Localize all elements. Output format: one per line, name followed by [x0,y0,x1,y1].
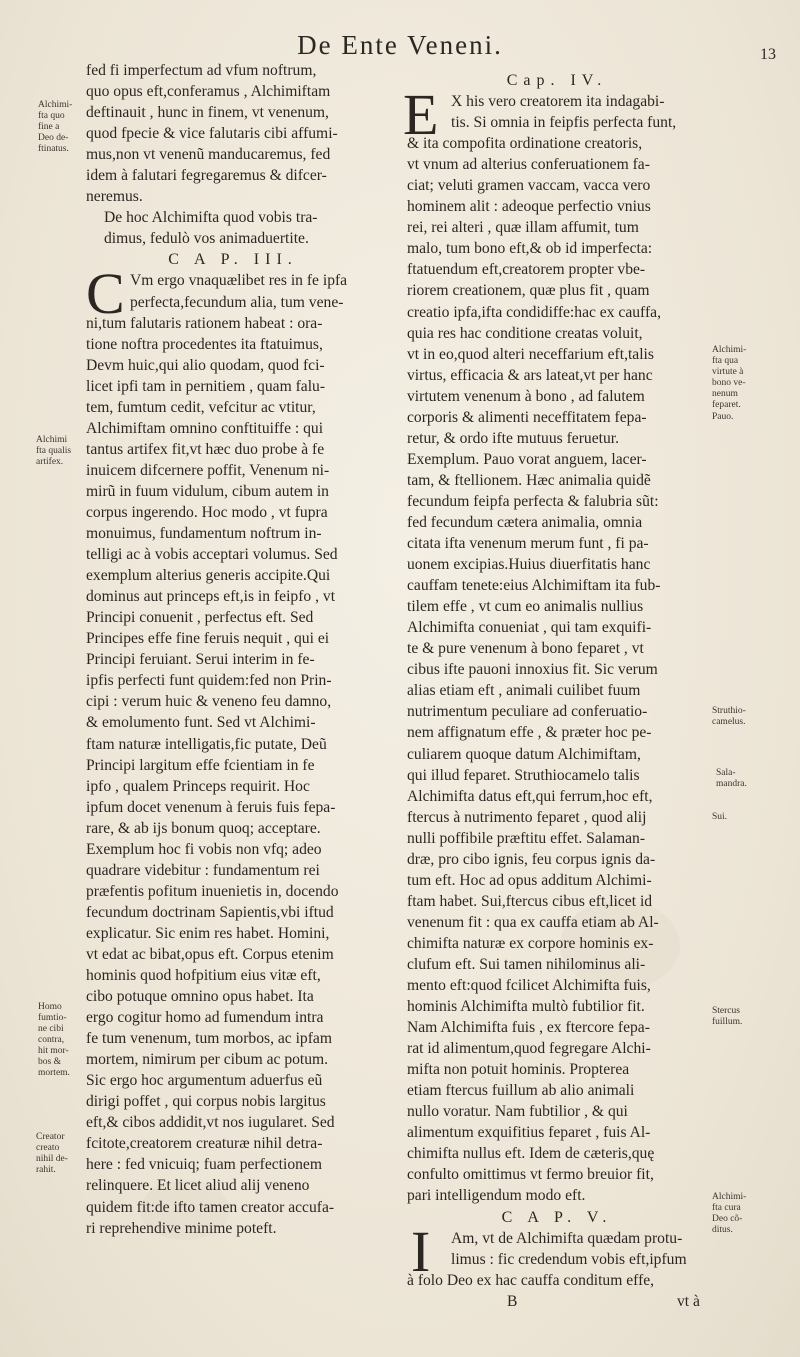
drop-cap: I [411,1218,431,1284]
text-line: corporis & alimenti neceffitatem fepa- [407,408,647,426]
text-line: clufum eft. Sui tamen nihilominus ali- [407,955,646,973]
text-line: tam, & ftellionem. Hæc animalia quidẽ [407,471,651,489]
margin-note [36,1132,68,1176]
margin-note-line: fta quo [38,111,65,121]
margin-note [712,812,727,823]
text-line: telligi ac à vobis acceptari volumus. Sed [86,546,338,564]
text-line: chimifta nullus eft. Idem de cæteris,quę [407,1145,655,1163]
margin-note-line: Struthio- [712,706,746,716]
chapter-heading-5: C A P. V. [501,1208,613,1226]
left-column [86,60,380,1239]
text-line: dirigi poffet , qui corpus nobis largitus [86,1093,326,1111]
margin-note [712,412,733,423]
text-line: mento eft:quod fcilicet Alchimifta fuis, [407,977,651,995]
text-line: quidem fit:de ifto tamen creator accufa- [86,1198,335,1216]
text-line: Devm huic,qui alio quodam, quod fci- [86,356,325,374]
right-column [403,70,707,1312]
text-line: chimifta naturæ ex corpore hominis ex- [407,934,654,952]
text-line: fecundum doctrinam Sapientis,vbi iftud [86,903,334,921]
margin-note-line: Deo de- [38,133,69,143]
text-line: ftam naturæ intelligatis,fic putate, Deũ [86,735,327,753]
text-line: nem affignatum effe , & præter hoc pe- [407,724,652,742]
signature-mark: B [507,1292,518,1310]
text-line: fed fecundum cætera animalia, omnia [407,513,643,531]
text-line: fcitote,creatorem creaturæ nihil detra- [86,1135,323,1153]
text-line: perfecta,fecundum alia, tum vene- [130,293,344,311]
text-line: Principi largitum effe fcientiam in fe [86,756,315,774]
text-line: ni,tum falutaris rationem habeat : ora- [86,314,323,332]
text-line: virtutem venenum à bono , ad falutem [407,387,645,405]
text-line: creatio ipfa,ifta condidiffe:hac ex cauffa, [407,303,661,321]
chapter-heading-4: Cap. IV. [506,72,608,89]
text-line: mortem, nimirum per cibum ac potum. [86,1051,329,1069]
text-line: cipi : verum huic & veneno feu damno, [86,693,332,711]
margin-note-line: Creator [36,1132,65,1142]
margin-note-line: artifex. [36,457,64,467]
text-line: exemplum alterius generis accipite.Qui [86,567,331,585]
margin-note-line: fuillum. [712,1017,743,1027]
margin-note-line: fta qua [712,356,739,366]
chapter-heading-3: C A P. III. [168,251,298,269]
text-line: dominus aut princeps eft,is in feipfo , vt [86,588,336,606]
margin-note-line: fta qualis [36,446,72,456]
footer-line [407,1291,707,1312]
text-line: fecundum feipfa perfecta & falubria sũt: [407,492,659,510]
text-line: Am, vt de Alchimifta quædam protu- [451,1229,683,1247]
margin-note-line: Alchimi- [38,100,73,110]
margin-note [36,435,71,468]
text-line: dræ, pro cibo ignis, feu corpus ignis da- [407,850,656,868]
text-line: Principi conuenit , perfectus eft. Sed [86,609,314,627]
margin-note-line: rahit. [36,1165,56,1175]
margin-note-line: ditus. [712,1225,733,1235]
margin-note-line: Sui. [712,812,728,822]
drop-cap: C [86,261,125,327]
margin-note-line: Sala- [716,768,736,778]
text-line: deftinauit , hunc in finem, vt venenum, [86,104,329,122]
page-number: 13 [760,46,776,63]
margin-note-line: nihil de- [36,1154,68,1164]
text-line: cauffam tenete:eius Alchimiftam ita fub- [407,577,661,595]
text-line: corpus ingerendo. Hoc modo , vt fupra [86,503,328,521]
text-line: fed fi imperfectum ad vfum noftrum, [86,62,317,79]
text-line: Principes effe fine feruis nequit , qui ei [86,630,330,648]
margin-note-line: ftinatus. [38,144,69,154]
text-line: vt vnum ad alterius conferuationem fa- [407,156,650,174]
text-line: ciat; veluti gramen vaccam, vacca vero [407,177,651,195]
text-line: neremus. [86,188,143,206]
text-line: Alchimifta conueniat , qui tam exquifi- [407,619,652,637]
text-line: rare, & ab ijs bonum quoq; acceptare. [86,819,321,837]
margin-note-line: nenum [712,389,738,399]
margin-note-line: Pauo. [712,412,734,422]
text-line: tem, fumtum cedit, vefcitur ac vtitur, [86,398,316,416]
text-line: venenum fit : qua ex cauffa etiam ab Al- [407,913,659,931]
text-line: nutrimentum peculiare ad conferuatio- [407,703,648,721]
running-head: De Ente Veneni. [297,30,503,60]
margin-note [712,706,746,728]
margin-note-line: hit mor- [38,1046,69,1056]
margin-note [712,1192,746,1236]
text-line: Exemplum hoc fi vobis non vfq; adeo [86,840,322,858]
margin-note-line: ne cibi [38,1024,64,1034]
text-line: ipfis perfecti funt quidem:fed non Prin- [86,672,332,690]
text-line: Principi feruiant. Serui interim in fe- [86,651,315,669]
text-line: etiam ftercus fuillum ab alio animali [407,1082,635,1100]
text-line: Sic ergo hoc argumentum aduerfus eũ [86,1072,323,1090]
text-line: ergo cogitur homo ad fumendum intra [86,1009,324,1027]
text-line: vt edat ac bibat,opus eft. Corpus etenim [86,945,334,963]
margin-note [712,345,746,411]
text-line: ipfo , qualem Princeps requirit. Hoc [86,777,310,795]
margin-note-line: contra, [38,1035,65,1045]
text-line: inuicem difcernere poffit, Venenum ni- [86,461,330,479]
text-line: alimentum exquifitius feparet , fuis Al- [407,1124,651,1142]
text-line: rei, rei alteri , quæ illam affumit, tum [407,219,639,237]
text-line: culiarem quoque datum Alchimiftam, [407,745,641,763]
margin-note-line: feparet. [712,400,741,410]
text-line: quadrare videbitur : fundamentum rei [86,861,320,879]
drop-cap: E [403,82,439,148]
margin-note-line: bono ve- [712,378,746,388]
text-line: fe tum venenum, tum morbos, ac ipfam [86,1030,332,1048]
margin-note-line: camelus. [712,717,746,727]
text-line: præfentis pofitum inuenietis in, docendo [86,882,339,900]
text-line: riorem creationem, quæ plus fit , quam [407,282,650,300]
margin-note-line: fta cura [712,1203,741,1213]
text-line: mifta non potuit hominis. Propterea [407,1061,630,1079]
text-line: tis. Si omnia in feipfis perfecta funt, [451,114,677,132]
margin-note [38,100,72,155]
text-line: quia res hac conditione creatas voluit, [407,324,643,342]
text-line: Alchimifta datus eft,qui ferrum,hoc eft, [407,787,653,805]
margin-note-line: fumtio- [38,1013,67,1023]
text-line: here : fed vnicuiq; fuam perfectionem [86,1156,322,1174]
text-line: pari intelligendum modo eft. [407,1187,586,1205]
text-line: cibo potuque omnino opus habet. Ita [86,988,314,1006]
text-line: monuimus, fundamentum noftrum in- [86,525,322,543]
margin-note-line: Deo cõ- [712,1214,743,1224]
text-line: Vm ergo vnaquælibet res in fe ipfa [130,272,348,290]
text-line: à folo Deo ex hac cauffa conditum effe, [407,1271,655,1289]
text-line: retur, & ordo ifte mutuus feruetur. [407,429,619,447]
text-line: uonem excipias.Huius diuerfitatis hanc [407,556,651,574]
text-line: vt in eo,quod alteri neceffarium eft,talis [407,345,654,363]
margin-note-line: fine a [38,122,60,132]
margin-note-line: Stercus [712,1006,740,1016]
text-line: quod fpecie & vice falutaris cibi affumi- [86,125,338,143]
text-line: mus,non vt venenũ manducaremus, fed [86,146,331,164]
margin-note-line: creato [36,1143,60,1153]
margin-note [38,1002,70,1079]
text-line: ri reprehendive minime poteft. [86,1219,277,1237]
margin-note-line: bos & [38,1057,61,1067]
text-line: citata ifta venenum merum funt , fi pa- [407,535,649,553]
text-line: De hoc Alchimifta quod vobis tra- [104,209,318,227]
text-line: tantus artifex fit,vt hæc duo probe à fe [86,440,325,458]
text-line: tione noftra procedentes ita ftatuimus, [86,335,323,353]
text-line: te & pure venenum à bono feparet , vt [407,640,644,658]
text-line: hominem alit : adeoque perfectio vnius [407,198,651,216]
text-line: Alchimiftam omnino conftituiffe : qui [86,419,324,437]
text-line: X his vero creatorem ita indagabi- [451,93,665,111]
text-line: & ita compofita ordinatione creatoris, [407,135,643,153]
text-line: relinquere. Et licet aliud alij veneno [86,1177,310,1195]
margin-note-line: mandra. [716,779,747,789]
margin-note [716,768,747,790]
text-line: quo opus eft,conferamus , Alchimiftam [86,83,331,101]
margin-note-line: Alchimi [36,435,68,445]
text-line: cibus ifte pauoni innoxius fit. Sic verum [407,661,658,679]
text-line: confulto omittimus vt fermo breuior fit, [407,1166,654,1184]
margin-note-line: virtute à [712,367,744,377]
text-line: malo, tum bono eft,& ob id imperfecta: [407,240,653,258]
text-line: alias etiam eft , animali cuilibet fuum [407,682,641,700]
margin-note [712,1006,742,1028]
text-line: licet ipfi tam in pernitiem , quam falu- [86,377,326,395]
text-line: rat id alimentum,quod fegregare Alchi- [407,1040,651,1058]
text-line: idem à falutari fegregaremus & difcer- [86,167,327,185]
text-line: & emolumento funt. Sed vt Alchimi- [86,714,316,732]
text-line: ftercus à nutrimento feparet , quod alij [407,808,647,826]
margin-note-line: Alchimi- [712,345,747,355]
text-line: nullo voratur. Nam fubtilior , & qui [407,1103,628,1121]
text-line: nulli poffibile præftitu effet. Salaman- [407,829,646,847]
text-line: qui illud feparet. Struthiocamelo talis [407,766,640,784]
text-line: eft,& cibos addidit,vt nos iugularet. Sed [86,1114,335,1132]
margin-note-line: Alchimi- [712,1192,747,1202]
text-line: ftatuendum eft,creatorem propter vbe- [407,261,646,279]
text-line: explicatur. Sic enim res habet. Homini, [86,924,330,942]
text-line: mirũ in fuum vidulum, cibum autem in [86,482,329,500]
text-line: ipfum docet venenum à feruis fuis fepa- [86,798,336,816]
text-line: ftam habet. Sui,ftercus cibus eft,licet id [407,892,653,910]
text-line: dimus, fedulò vos animaduertite. [104,230,309,248]
text-line: Exemplum. Pauo vorat anguem, lacer- [407,450,647,468]
margin-note-line: Homo [38,1002,62,1012]
text-line: tum eft. Hoc ad opus additum Alchimi- [407,871,652,889]
text-line: limus : fic credendum vobis eft,ipfum [451,1250,687,1268]
text-line: hominis quod hofpitium eius vitæ eft, [86,967,321,985]
text-line: hominis Alchimifta multò fubtilior fit. [407,998,645,1016]
catchword: vt à [677,1292,700,1310]
text-line: tilem effe , vt cum eo animalis nullius [407,598,644,616]
margin-note-line: mortem. [38,1068,70,1078]
text-line: Nam Alchimifta fuis , ex ftercore fepa- [407,1019,650,1037]
text-line: virtus, efficacia & ars lateat,vt per hanc [407,366,653,384]
